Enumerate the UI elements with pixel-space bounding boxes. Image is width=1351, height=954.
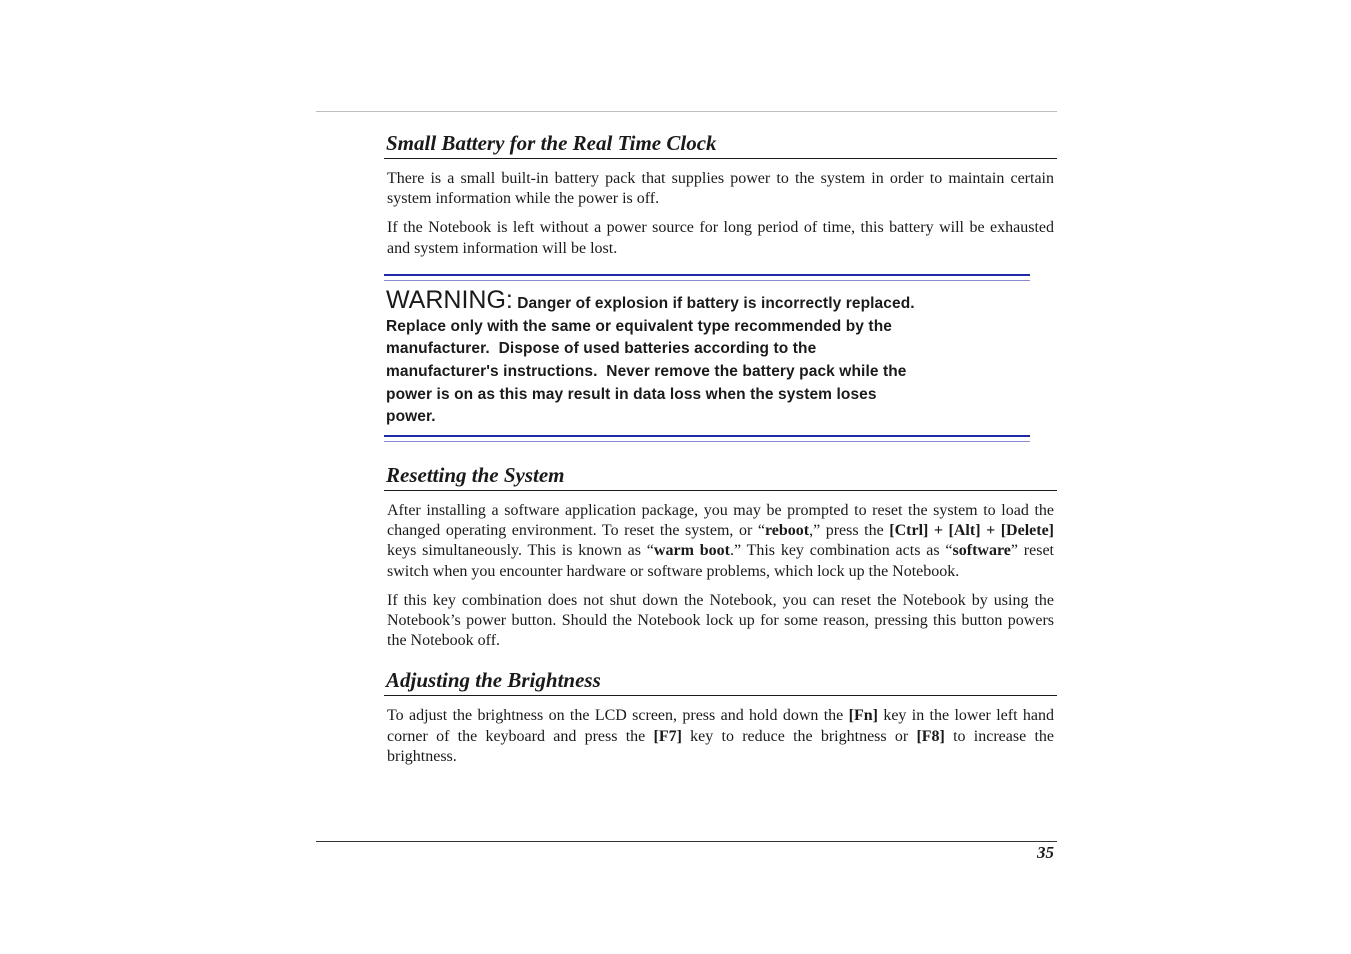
section-title-rtc-battery: Small Battery for the Real Time Clock xyxy=(384,130,1057,159)
warning-line: power is on as this may result in data loss when the system loses xyxy=(386,385,877,403)
footer-rule xyxy=(316,841,1057,842)
term-reboot: reboot xyxy=(764,522,810,540)
paragraph-reset-1: After installing a software application package, you may be prompted to reset the system to load the changed operating environment. To reset the system, or “reboot,” press the [Ctrl] + [Alt] + [Delete] keys simultaneously. This is known as “warm boot.” This key combination acts as “software” reset switch when you encounter hardware or software problems, which lock up the Notebook. xyxy=(387,502,1055,580)
warning-top-rule xyxy=(384,274,1030,281)
key-fn: [Fn] xyxy=(848,707,878,725)
key-combo: [Ctrl] + [Alt] + [Delete] xyxy=(889,522,1055,540)
warning-line: Danger of explosion if battery is incorrectly replaced. xyxy=(517,294,915,312)
paragraph-rtc-1: There is a small built-in battery pack that supplies power to the system in order to maintain certain system information while the power is off. xyxy=(387,170,1054,208)
warning-line: manufacturer's instructions. Never remove the battery pack while the xyxy=(386,362,907,380)
warning-label: WARNING: xyxy=(386,285,513,314)
term-warm-boot: warm boot xyxy=(653,542,730,560)
warning-text xyxy=(384,281,1030,435)
warning-line: power. xyxy=(386,408,436,426)
warning-bottom-rule xyxy=(384,435,1030,442)
section-title-resetting: Resetting the System xyxy=(384,462,1057,491)
page-content xyxy=(384,130,1057,767)
paragraph-brightness: To adjust the brightness on the LCD screen, press and hold down the [Fn] key in the lower left hand corner of the keyboard and press the [F7] key to reduce the brightness or [F8] to increase the brightness. xyxy=(387,707,1054,765)
page-number: 35 xyxy=(1037,843,1054,862)
warning-line: Replace only with the same or equivalent type recommended by the xyxy=(386,317,892,335)
term-software: software xyxy=(952,542,1011,560)
header-rule xyxy=(316,111,1057,112)
paragraph-reset-2: If this key combination does not shut down the Notebook, you can reset the Notebook by using the Notebook’s power button. Should the Notebook lock up for some reason, pressing this button powers the Notebook off. xyxy=(387,591,1054,650)
paragraph-rtc-2: If the Notebook is left without a power source for long period of time, this battery will be exhausted and system information will be lost. xyxy=(387,219,1054,257)
key-f8: [F8] xyxy=(916,727,945,745)
warning-line: manufacturer. Dispose of used batteries according to the xyxy=(386,340,817,358)
warning-box xyxy=(384,274,1030,442)
key-f7: [F7] xyxy=(653,727,682,745)
section-title-brightness: Adjusting the Brightness xyxy=(384,667,1057,696)
